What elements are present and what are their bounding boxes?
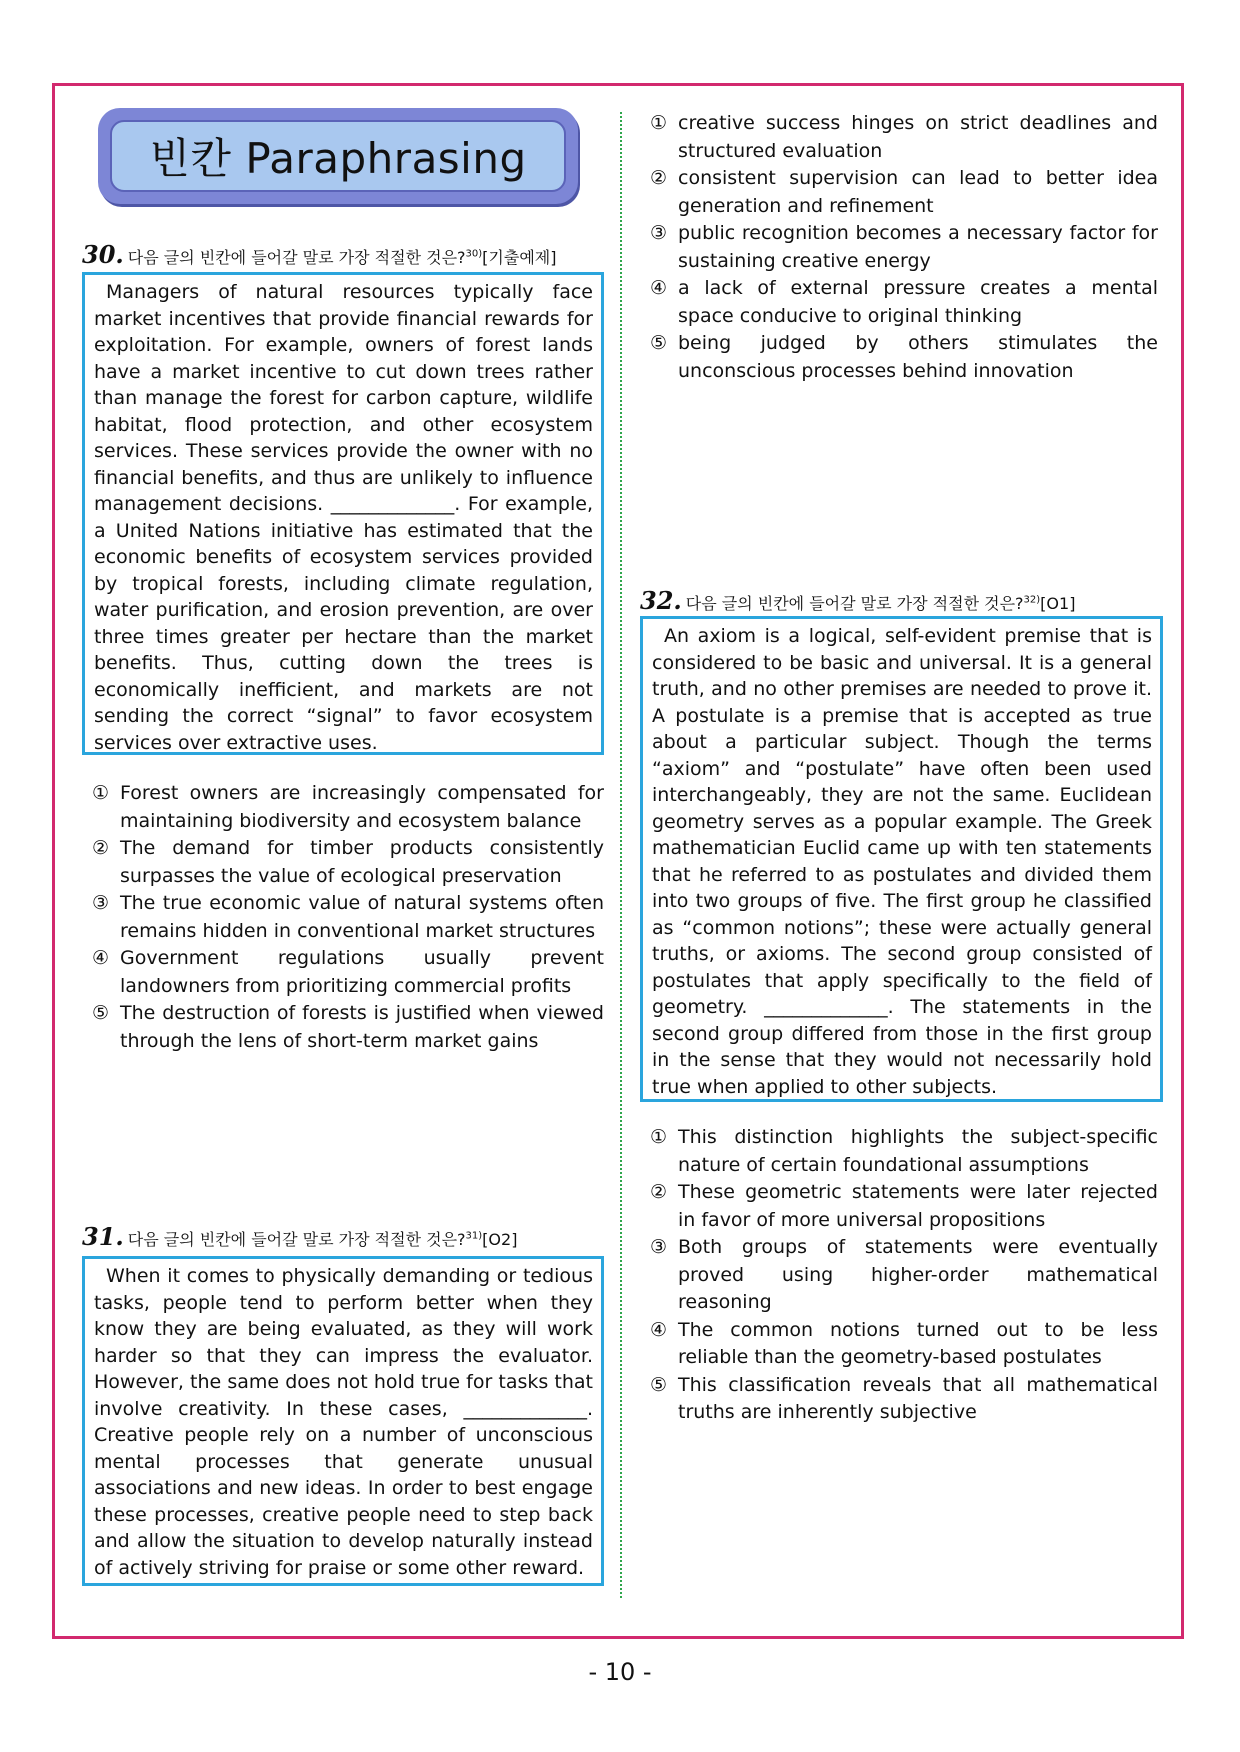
choice-4[interactable]: [92, 945, 604, 1000]
choice-text: creative success hinges on strict deadlines and structured evaluation: [678, 112, 1158, 162]
page-number: - 10 -: [588, 1658, 652, 1686]
choice-4[interactable]: [650, 1317, 1158, 1372]
column-divider: [620, 112, 622, 1598]
question-ref: 32): [1023, 594, 1041, 606]
question-32-choices: [650, 1124, 1158, 1427]
choice-mark: ③: [650, 222, 668, 244]
choice-3[interactable]: [650, 220, 1158, 275]
question-ref: 31): [465, 1230, 483, 1242]
choice-text: Both groups of statements were eventually proved using higher-order mathematical reasoning: [678, 1236, 1158, 1313]
question-32-passage: An axiom is a logical, self-evident premise that is considered to be basic and universal. It is a general truth, and no other premises are needed to prove it. A postulate is a premise that is accepted as true about a particular subject. Though the terms “axiom” and “postulate” have often been used interchangeably, they are not the same. Euclidean geometry serves as a popular example. The Greek mathematician Euclid came up with ten statements that he referred to as postulates and divided them into two groups of five. The first group he classified as “common notions”; these were actually general truths, or axioms. The second group consisted of postulates that apply specifically to the field of geometry. _____________. The statements in the second group differed from those in the first group in the sense that they would not necessarily hold true when applied to other subjects.: [640, 616, 1163, 1102]
choice-text: Forest owners are increasingly compensated for maintaining biodiversity and ecosystem balance: [120, 782, 604, 832]
question-tag: [O1]: [1040, 594, 1076, 613]
question-32-header: [640, 586, 1075, 615]
choice-text: These geometric statements were later rejected in favor of more universal propositions: [678, 1181, 1158, 1231]
choice-2[interactable]: [650, 165, 1158, 220]
choice-mark: ④: [92, 947, 110, 969]
choice-mark: ⑤: [650, 332, 668, 354]
choice-text: The true economic value of natural systems often remains hidden in conventional market structures: [120, 892, 604, 942]
choice-mark: ②: [650, 1181, 668, 1203]
choice-text: a lack of external pressure creates a mental space conducive to original thinking: [678, 277, 1158, 327]
choice-text: The demand for timber products consistently surpasses the value of ecological preservation: [120, 837, 604, 887]
section-title: 빈칸 Paraphrasing: [110, 120, 566, 192]
choice-text: The destruction of forests is justified when viewed through the lens of short-term market gains: [120, 1002, 604, 1052]
choice-mark: ①: [650, 1126, 668, 1148]
question-31-header: [82, 1222, 517, 1251]
choice-1[interactable]: [92, 780, 604, 835]
choice-text: This classification reveals that all mathematical truths are inherently subjective: [678, 1373, 1158, 1423]
section-title-badge: [98, 108, 578, 204]
choice-2[interactable]: [650, 1179, 1158, 1234]
question-prompt: 다음 글의 빈칸에 들어갈 말로 가장 적절한 것은?: [127, 1230, 466, 1249]
question-number: 31.: [82, 1222, 124, 1251]
choice-mark: ④: [650, 277, 668, 299]
choice-3[interactable]: [92, 890, 604, 945]
question-tag: [O2]: [482, 1230, 518, 1249]
choice-mark: ①: [92, 782, 110, 804]
choice-4[interactable]: [650, 275, 1158, 330]
choice-5[interactable]: [650, 330, 1158, 385]
question-30-passage: Managers of natural resources typically face market incentives that provide financial rewards for exploitation. For example, owners of forest lands have a market incentive to cut down trees rather than manage the forest for carbon capture, wildlife habitat, flood protection, and other ecosystem services. These services provide the owner with no financial benefits, and thus are unlikely to influence management decisions. _____________. For example, a United Nations initiative has estimated that the economic benefits of ecosystem services provided by tropical forests, including climate regulation, water purification, and erosion prevention, are over three times greater per hectare than the market benefits. Thus, cutting down the trees is economically inefficient, and markets are not sending the correct “signal” to favor ecosystem services over extractive uses.: [82, 272, 604, 755]
question-31-passage: When it comes to physically demanding or tedious tasks, people tend to perform better when they know they are being evaluated, as they will work harder so that they can impress the evaluator. However, the same does not hold true for tasks that involve creativity. In these cases, _____________. Creative people rely on a number of unconscious mental processes that generate unusual associations and new ideas. In order to best engage these processes, creative people need to step back and allow the situation to develop naturally instead of actively striving for praise or some other reward.: [82, 1256, 604, 1586]
choice-text: Government regulations usually prevent landowners from prioritizing commercial profits: [120, 947, 604, 997]
choice-text: being judged by others stimulates the unconscious processes behind innovation: [678, 332, 1158, 382]
question-ref: 30): [465, 248, 483, 260]
question-number: 32.: [640, 586, 682, 615]
question-30-header: [82, 240, 556, 269]
choice-2[interactable]: [92, 835, 604, 890]
choice-mark: ⑤: [650, 1373, 668, 1396]
choice-text: public recognition becomes a necessary factor for sustaining creative energy: [678, 222, 1158, 272]
choice-3[interactable]: [650, 1234, 1158, 1317]
choice-5[interactable]: [650, 1372, 1158, 1427]
choice-mark: ②: [650, 167, 668, 189]
question-prompt: 다음 글의 빈칸에 들어갈 말로 가장 적절한 것은?: [127, 248, 466, 267]
choice-mark: ③: [92, 892, 110, 914]
question-prompt: 다음 글의 빈칸에 들어갈 말로 가장 적절한 것은?: [685, 594, 1024, 613]
question-tag: [기출예제]: [482, 248, 557, 267]
choice-text: The common notions turned out to be less reliable than the geometry-based postulates: [678, 1318, 1158, 1368]
choice-mark: ②: [92, 837, 110, 859]
choice-1[interactable]: [650, 1124, 1158, 1179]
choice-mark: ①: [650, 112, 668, 134]
question-30-choices: [92, 780, 604, 1055]
choice-mark: ④: [650, 1318, 668, 1341]
question-number: 30.: [82, 240, 124, 269]
choice-mark: ⑤: [92, 1002, 110, 1024]
choice-text: consistent supervision can lead to better idea generation and refinement: [678, 167, 1158, 217]
choice-mark: ③: [650, 1236, 668, 1258]
question-31-choices: [650, 110, 1158, 385]
choice-1[interactable]: [650, 110, 1158, 165]
choice-5[interactable]: [92, 1000, 604, 1055]
choice-text: This distinction highlights the subject-specific nature of certain foundational assumptions: [678, 1126, 1158, 1176]
